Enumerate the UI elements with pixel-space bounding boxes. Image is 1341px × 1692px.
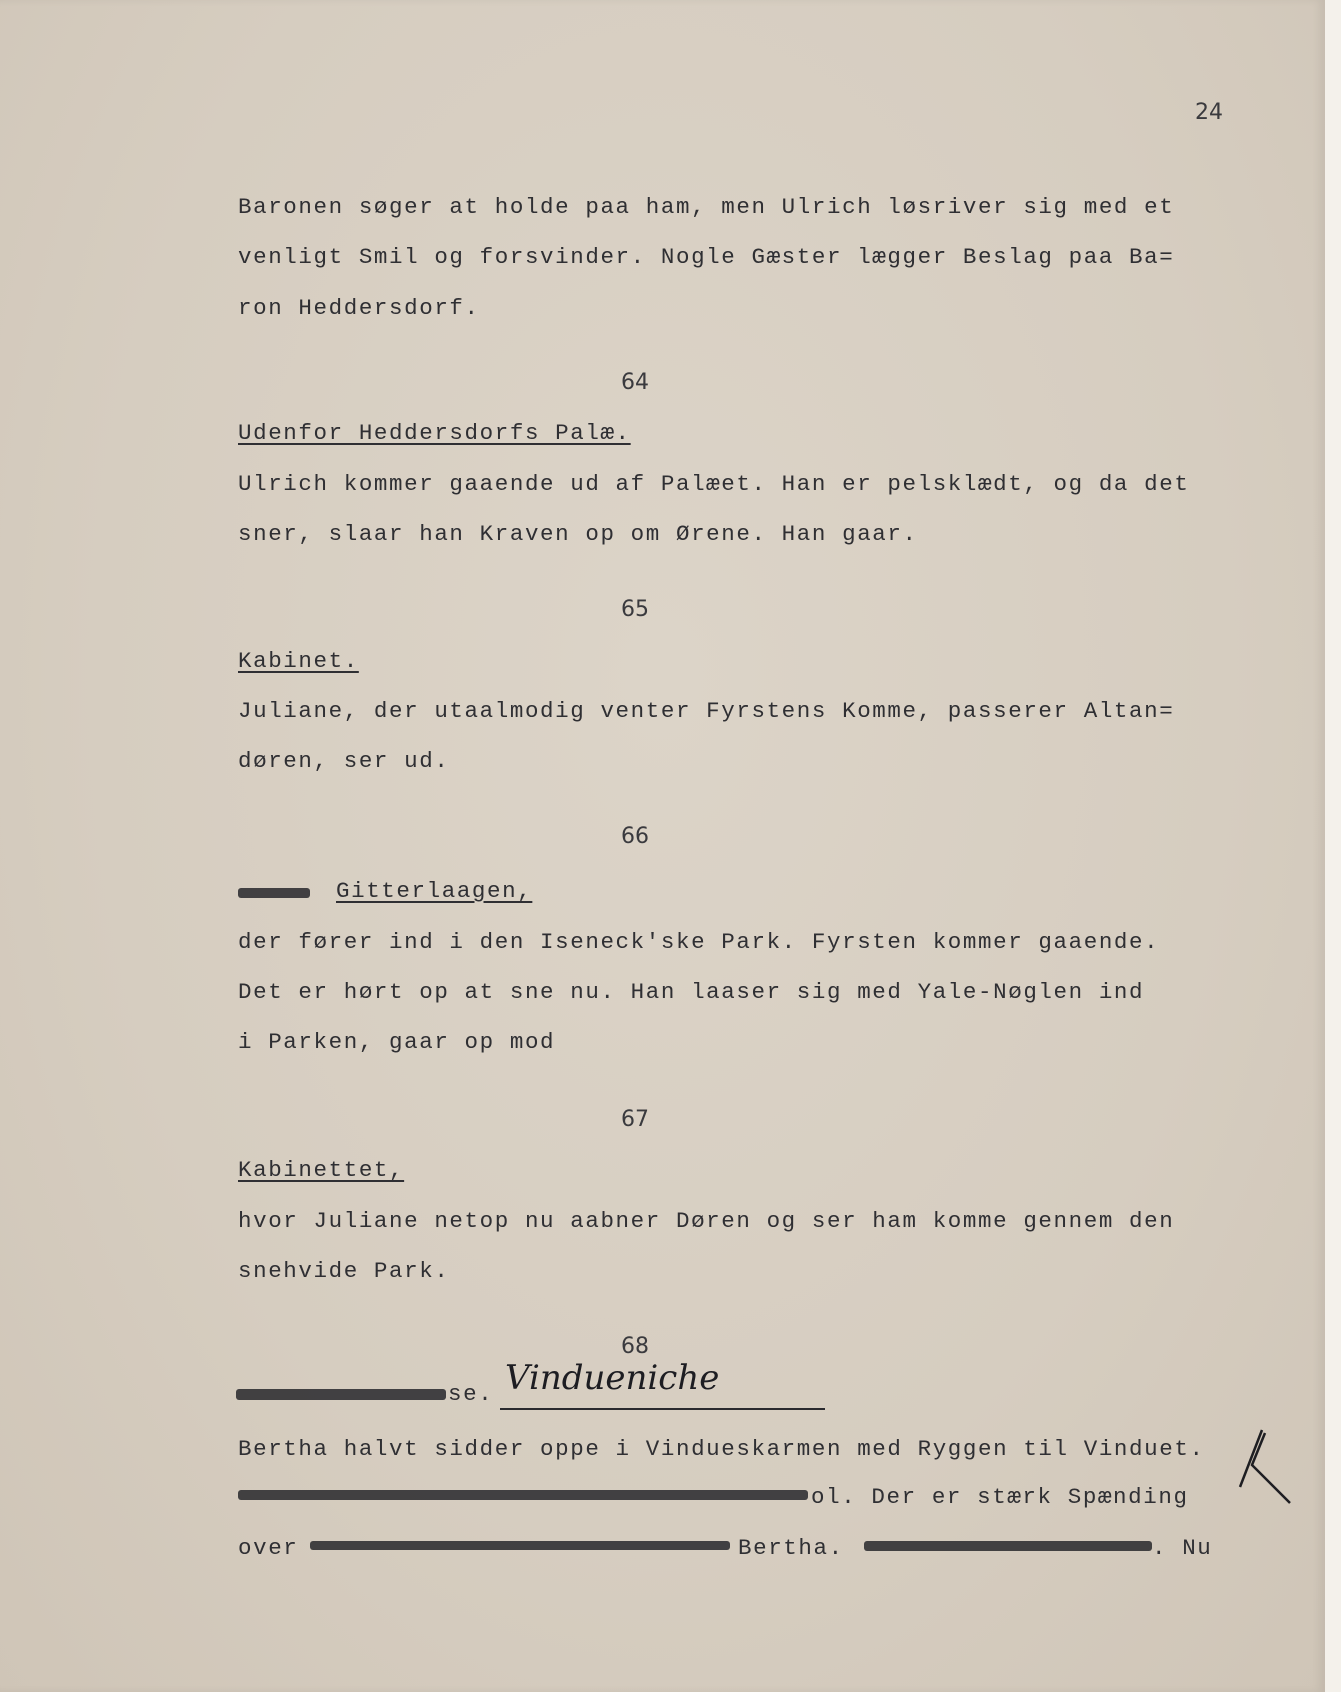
strikethrough (864, 1541, 1152, 1551)
text-line: Bertha halvt sidder oppe i Vindueskarmen med Ryggen til Vinduet. (238, 1436, 1205, 1462)
text-line: snehvide Park. (238, 1258, 450, 1284)
text-line: Baronen søger at holde paa ham, men Ulrich løsriver sig med et (238, 194, 1175, 220)
scene-number: 65 (621, 597, 649, 622)
scene-heading: Kabinettet, (238, 1157, 405, 1183)
handwritten-annotation: Vindueniche (505, 1358, 720, 1398)
text-line: sner, slaar han Kraven op om Ørene. Han gaar. (238, 521, 918, 547)
text-line: ol. Der er stærk Spænding (811, 1484, 1189, 1510)
scene-heading: se. (448, 1381, 494, 1407)
text-line: Det er hørt op at sne nu. Han laaser sig med Yale-Nøglen ind (238, 979, 1145, 1005)
text-line: ron Heddersdorf. (238, 295, 480, 321)
strikethrough (236, 1389, 446, 1400)
handwritten-underline (500, 1408, 825, 1410)
text-line: der fører ind i den Iseneck'ske Park. Fyrsten kommer gaaende. (238, 929, 1160, 955)
scene-heading: Kabinet. (238, 648, 359, 674)
text-line: . Nu (1152, 1535, 1213, 1561)
page-edge (1325, 0, 1341, 1692)
text-line: Juliane, der utaalmodig venter Fyrstens Komme, passerer Altan= (238, 698, 1175, 724)
margin-check-mark (1230, 1425, 1295, 1510)
scene-heading: Udenfor Heddersdorfs Palæ. (238, 420, 631, 446)
strikethrough (238, 888, 310, 898)
page-number: 24 (1195, 100, 1223, 125)
text-line: Ulrich kommer gaaende ud af Palæet. Han er pelsklædt, og da det (238, 471, 1190, 497)
strikethrough (310, 1541, 730, 1550)
text-line: hvor Juliane netop nu aabner Døren og ser ham komme gennem den (238, 1208, 1175, 1234)
text-line: døren, ser ud. (238, 748, 450, 774)
scene-number: 64 (621, 370, 649, 395)
text-line: venligt Smil og forsvinder. Nogle Gæster lægger Beslag paa Ba= (238, 244, 1175, 270)
scene-heading: Gitterlaagen, (336, 878, 533, 904)
scene-number: 67 (621, 1107, 649, 1132)
text-line: Bertha. (738, 1535, 844, 1561)
scene-number: 68 (621, 1334, 649, 1359)
text-line: over (238, 1535, 299, 1561)
strikethrough (238, 1490, 808, 1500)
scene-number: 66 (621, 824, 649, 849)
text-line: i Parken, gaar op mod (238, 1029, 556, 1055)
